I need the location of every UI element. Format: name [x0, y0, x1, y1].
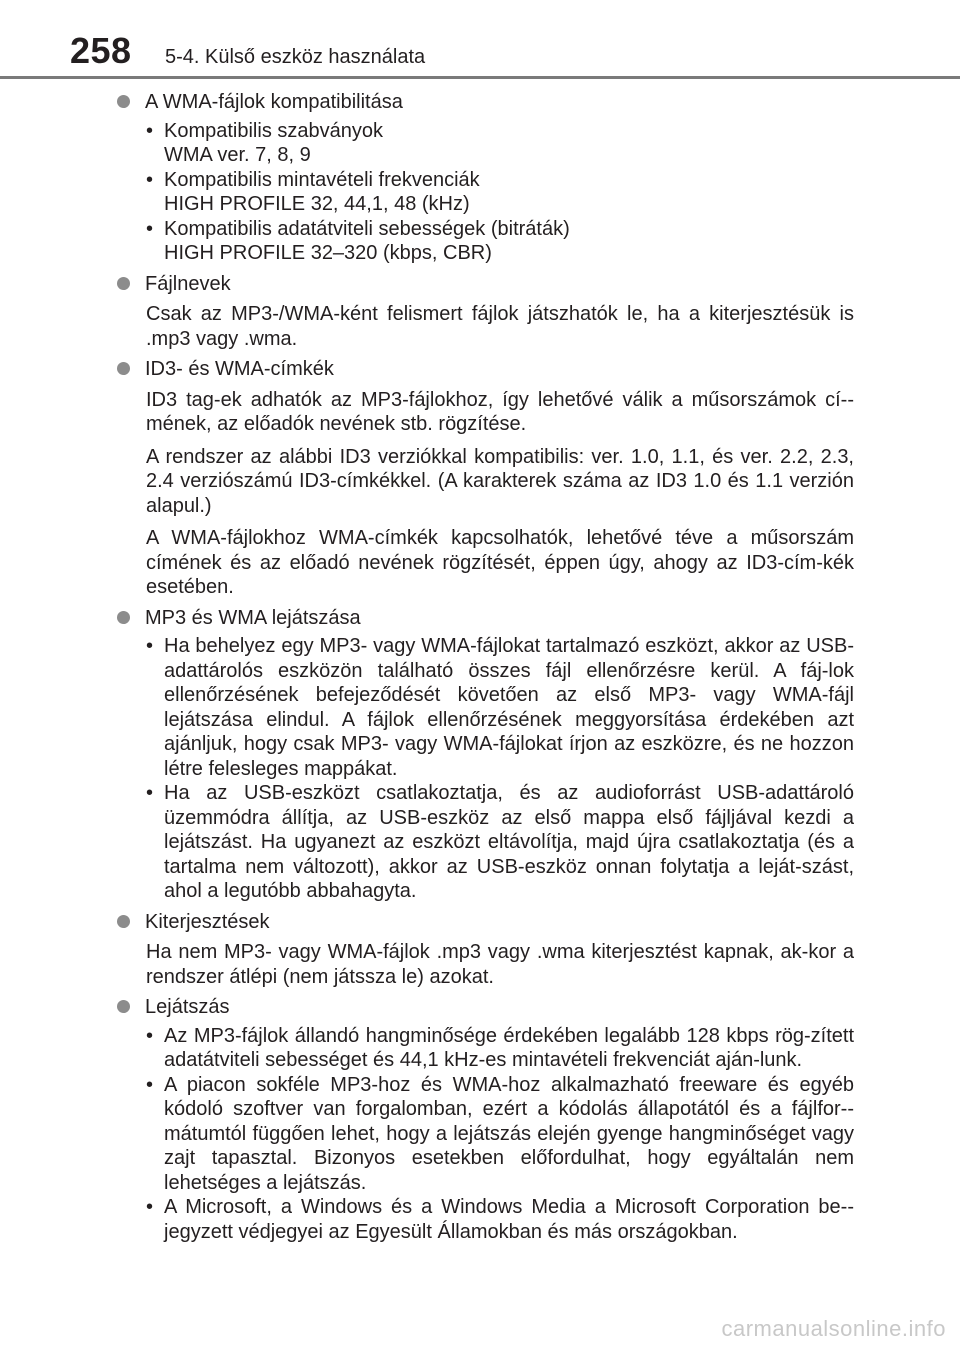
section-heading-text: A WMA-fájlok kompatibilitása	[145, 91, 403, 113]
bullet-icon: •	[146, 119, 154, 142]
bullet-dot-icon	[117, 1000, 130, 1013]
section-heading	[126, 272, 854, 297]
section-file-names	[126, 272, 854, 352]
bullet-icon: •	[146, 782, 154, 804]
bullet-icon: •	[146, 1024, 154, 1047]
bullet-dot-icon	[117, 277, 130, 290]
list-item-text: A Microsoft, a Windows és a Windows Media a Microsoft Corporation be-jegyzett védjegyei az Egyesült Államokban és más országokban.	[164, 1196, 854, 1243]
list-item	[126, 1024, 854, 1073]
list-item	[126, 1195, 854, 1244]
list-item-text: Ha az USB-eszközt csatlakoztatja, és az audioforrást USB-adattároló üzemmódra állítja, az USB-eszköz az első mappa első fájljával kezdi a lejátszást. Ha ugyanezt az eszközt eltávolítja, majd újra csatlakoztatja (és a tartalma nem változott), akkor az USB-eszköz onnan folytatja a leját-szást, ahol a legutóbb abbahagyta.	[164, 782, 854, 902]
paragraph: A WMA-fájlokhoz WMA-címkék kapcsolhatók, lehetővé téve a műsorszám címének és az előadó nevének rögzítését, éppen úgy, ahogy az ID3-cím-kék esetében.	[146, 527, 854, 598]
section-heading	[126, 606, 854, 631]
section-id3-wma-tags	[126, 357, 854, 600]
watermark[interactable]: carmanualsonline.info	[721, 1316, 946, 1341]
list-item-text: Az MP3-fájlok állandó hangminősége érdekében legalább 128 kbps rög-zített adatátviteli sebességet és 44,1 kHz-es mintavételi frekvenciát aján-lunk.	[164, 1024, 854, 1071]
list-item	[126, 634, 854, 781]
item-label: Kompatibilis mintavételi frekvenciák	[164, 168, 480, 191]
section-heading	[126, 357, 854, 382]
item-value: HIGH PROFILE 32, 44,1, 48 (kHz)	[164, 193, 470, 215]
item-value: HIGH PROFILE 32–320 (kbps, CBR)	[164, 242, 492, 264]
section-heading-text: MP3 és WMA lejátszása	[145, 606, 361, 629]
list-item	[126, 1073, 854, 1196]
bullet-dot-icon	[117, 611, 130, 624]
bullet-icon: •	[146, 217, 154, 240]
paragraph: Ha nem MP3- vagy WMA-fájlok .mp3 vagy .wma kiterjesztést kapnak, ak-kor a rendszer átlépi (nem játssza le) azokat.	[146, 941, 854, 988]
bullet-icon: •	[146, 1196, 154, 1218]
item-label: Kompatibilis adatátviteli sebességek (bitráták)	[164, 217, 570, 240]
bullet-icon: •	[146, 1073, 154, 1096]
item-label: Kompatibilis szabványok	[164, 119, 383, 142]
section-playback	[126, 995, 854, 1244]
section-mp3-wma-playback	[126, 606, 854, 904]
bullet-dot-icon	[117, 95, 130, 108]
section-heading-text: ID3- és WMA-címkék	[145, 358, 334, 380]
list-item	[126, 781, 854, 904]
paragraph: ID3 tag-ek adhatók az MP3-fájlokhoz, így lehetővé válik a műsorszámok cí-mének, az előadók nevének stb. rögzítése.	[146, 388, 854, 435]
page-number: 258	[70, 30, 132, 71]
bullet-list	[126, 119, 854, 266]
item-value: WMA ver. 7, 8, 9	[164, 144, 311, 166]
section-heading-text: Fájlnevek	[145, 272, 231, 295]
section-heading	[126, 90, 854, 115]
bullet-list	[126, 634, 854, 904]
list-item	[126, 168, 854, 217]
section-title: 5-4. Külső eszköz használata	[165, 46, 426, 68]
bullet-dot-icon	[117, 915, 130, 928]
section-wma-compatibility	[126, 90, 854, 266]
bullet-icon: •	[146, 635, 154, 657]
page-header	[0, 0, 960, 80]
section-heading	[126, 910, 854, 935]
list-item	[126, 119, 854, 168]
page-content	[126, 90, 854, 1244]
section-heading	[126, 995, 854, 1020]
bullet-icon: •	[146, 168, 154, 191]
header-divider	[0, 76, 960, 79]
paragraph: Csak az MP3-/WMA-ként felismert fájlok játszhatók le, ha a kiterjesztésük is .mp3 vagy .wma.	[146, 303, 854, 350]
list-item	[126, 217, 854, 266]
section-heading-text: Kiterjesztések	[145, 910, 270, 933]
paragraph: A rendszer az alábbi ID3 verziókkal kompatibilis: ver. 1.0, 1.1, és ver. 2.2, 2.3, 2.4 verziószámú ID3-címkékkel. (A karakterek száma az ID3 1.0 és 1.1 verzión alapul.)	[146, 445, 854, 517]
section-extensions	[126, 910, 854, 990]
bullet-list	[126, 1024, 854, 1245]
bullet-dot-icon	[117, 362, 130, 375]
list-item-text: A piacon sokféle MP3-hoz és WMA-hoz alkalmazható freeware és egyéb kódoló szoftver van forgalomban, ezért a kódolás állapotától és a fájlfor-mátumtól függően lehet, hogy a lejátszás elején gyenge hangminőséget vagy zajt tapasztal. Bizonyos esetekben előfordulhat, hogy egyáltalán nem lehetséges a lejátszás.	[164, 1073, 854, 1194]
section-heading-text: Lejátszás	[145, 996, 230, 1018]
list-item-text: Ha behelyez egy MP3- vagy WMA-fájlokat tartalmazó eszközt, akkor az USB-adattárolós eszközön található összes fájl ellenőrzésre kerül. A fáj-lok ellenőrzésének befejeződését követően az első MP3- vagy WMA-fájl lejátszása elindul. A fájlok ellenőrzésének meggyorsítása érdekében azt ajánljuk, hogy csak MP3- vagy WMA-fájlokat írjon az eszközre, és ne hozzon létre felesleges mappákat.	[164, 635, 854, 780]
